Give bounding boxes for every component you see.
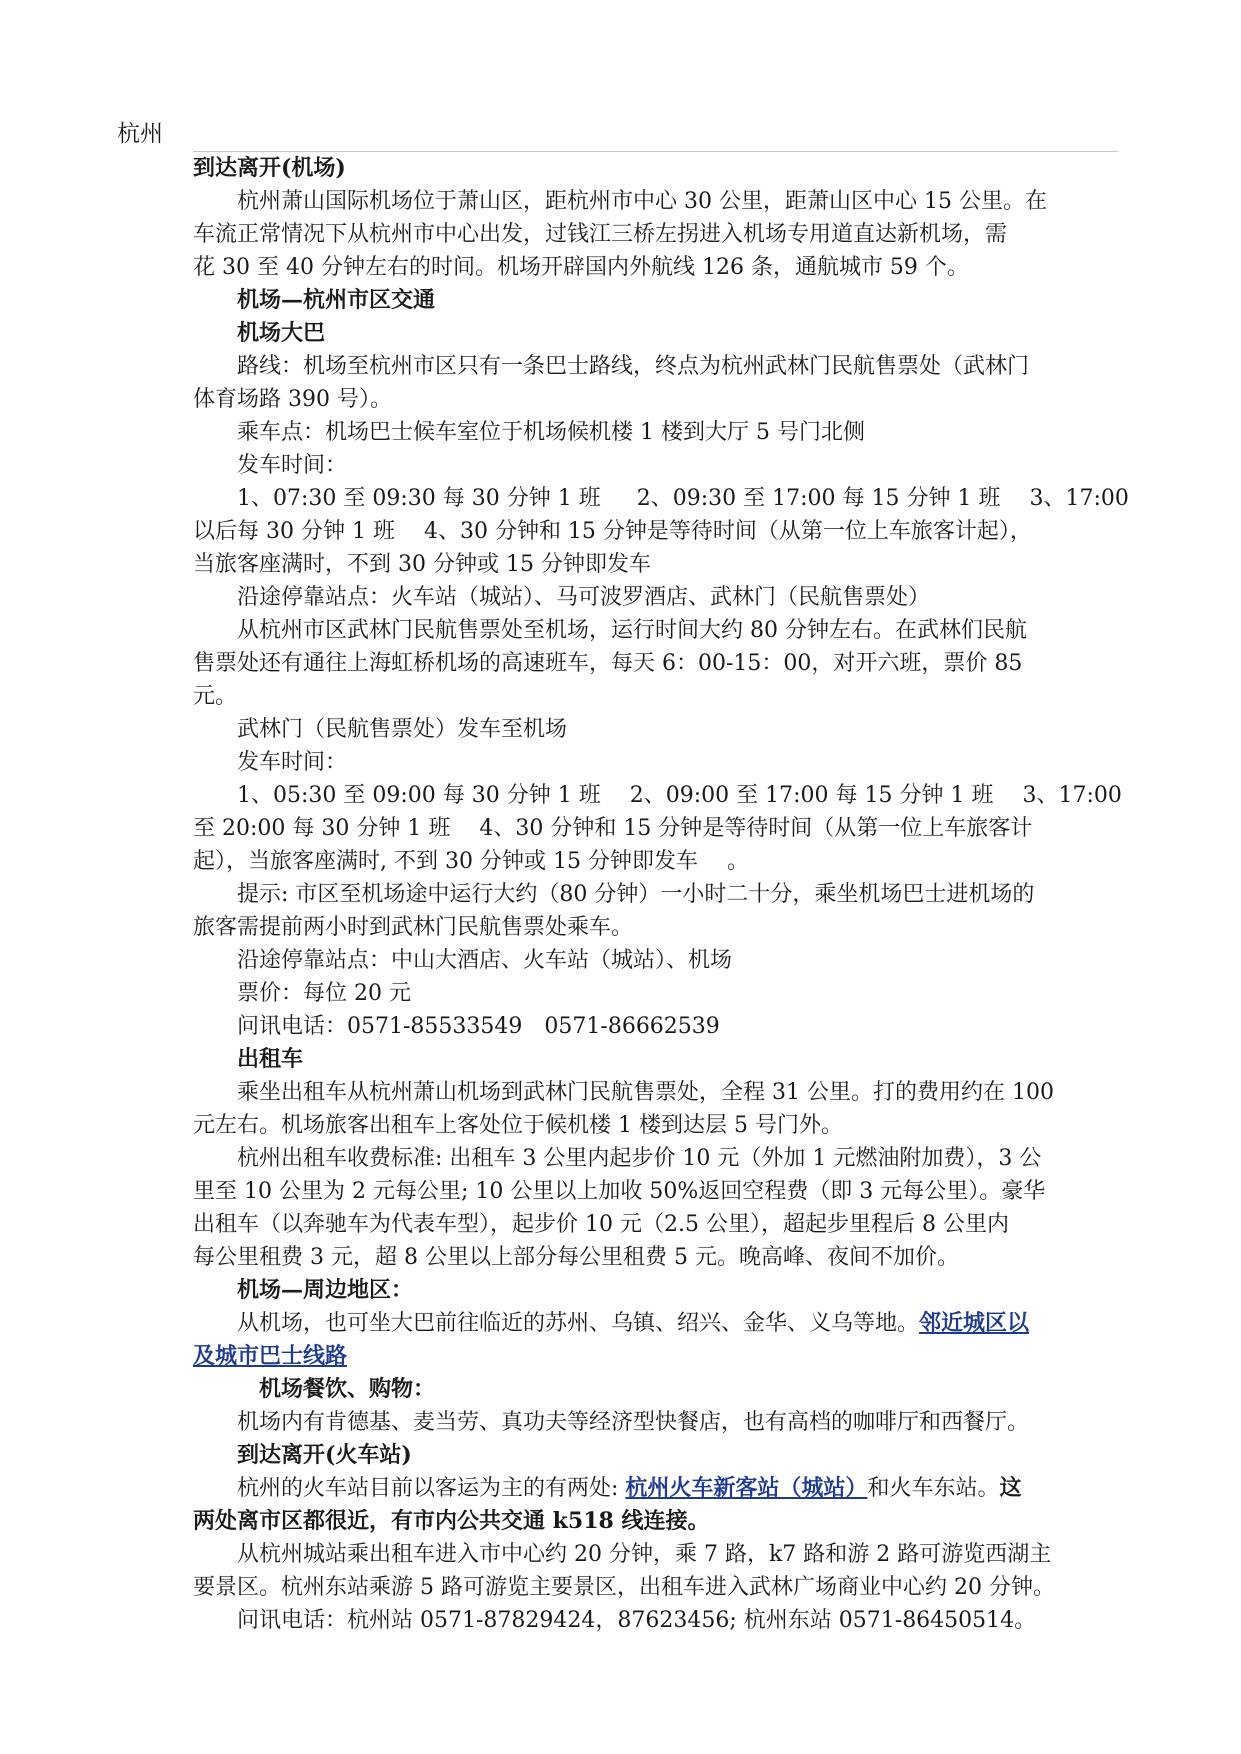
line-text: 至 20:00 每 30 分钟 1 班 4、30 分钟和 15 分钟是等待时间（从第一位上车旅客计 xyxy=(193,816,1033,841)
text-line xyxy=(193,548,1118,581)
heading-text: 到达离开(机场) xyxy=(193,155,346,181)
section-heading xyxy=(193,284,1118,317)
text-line xyxy=(193,1109,1118,1142)
inline-link[interactable]: 杭州火车新客站（城站） xyxy=(625,1475,868,1501)
line-text: 从杭州市区武林门民航售票处至机场，运行时间大约 80 分钟左右。在武林们民航 xyxy=(193,618,1027,643)
text-line xyxy=(193,218,1118,251)
line-text: 杭州出租车收费标准: 出租车 3 公里内起步价 10 元（外加 1 元燃油附加费），3 公 xyxy=(193,1146,1042,1171)
section-heading xyxy=(193,317,1118,350)
line-text: 机场内有肯德基、麦当劳、真功夫等经济型快餐店，也有高档的咖啡厅和西餐厅。 xyxy=(193,1410,1030,1435)
heading-text: 出租车 xyxy=(193,1046,304,1072)
line-text: 发车时间： xyxy=(193,453,348,478)
text-line xyxy=(193,383,1118,416)
text-line xyxy=(193,1142,1118,1175)
text-line xyxy=(193,581,1118,614)
line-text: 路线：机场至杭州市区只有一条巴士路线，终点为杭州武林门民航售票处（武林门 xyxy=(193,354,1030,379)
text-line xyxy=(193,614,1118,647)
line-text: 票价：每位 20 元 xyxy=(193,981,411,1006)
text-line xyxy=(193,812,1118,845)
line-text: 体育场路 390 号）。 xyxy=(193,387,392,412)
text-line xyxy=(193,1241,1118,1274)
text-line xyxy=(193,680,1118,713)
line-text: 从杭州城站乘出租车进入市中心约 20 分钟，乘 7 路，k7 路和游 2 路可游览西湖主 xyxy=(193,1542,1052,1567)
line-text: 问讯电话：杭州站 0571-87829424，87623456; 杭州东站 0571-86450514。 xyxy=(193,1608,1037,1633)
line-text: 旅客需提前两小时到武林门民航售票处乘车。 xyxy=(193,915,634,940)
line-text: 以后每 30 分钟 1 班 4、30 分钟和 15 分钟是等待时间（从第一位上车旅客计起）， xyxy=(193,519,1032,544)
page-header-city: 杭州 xyxy=(117,121,163,147)
text-line xyxy=(193,779,1122,812)
document-body xyxy=(193,152,1129,1637)
heading-text: 机场—杭州市区交通 xyxy=(193,287,436,313)
line-text: 和火车东站。 xyxy=(867,1476,1000,1501)
text-line xyxy=(193,350,1118,383)
text-line xyxy=(193,1340,1118,1373)
section-heading xyxy=(193,1043,1118,1076)
line-text: 发车时间： xyxy=(193,750,348,775)
line-text: 沿途停靠站点：中山大酒店、火车站（城站）、机场 xyxy=(193,948,733,973)
text-line xyxy=(193,1010,1118,1043)
line-text: 杭州萧山国际机场位于萧山区，距杭州市中心 30 公里，距萧山区中心 15 公里。在 xyxy=(193,189,1047,214)
text-line xyxy=(193,911,1118,944)
text-line xyxy=(193,746,1118,779)
text-line xyxy=(193,647,1118,680)
text-line xyxy=(193,449,1118,482)
text-line xyxy=(193,416,1118,449)
section-heading xyxy=(193,1274,1118,1307)
line-text: 提示: 市区至机场途中运行大约（80 分钟）一小时二十分，乘坐机场巴士进机场的 xyxy=(193,882,1035,907)
line-text: 花 30 至 40 分钟左右的时间。机场开辟国内外航线 126 条，通航城市 59 个。 xyxy=(193,255,969,280)
line-text: 元左右。机场旅客出租车上客处位于候机楼 1 楼到达层 5 号门外。 xyxy=(193,1113,843,1138)
inline-link[interactable]: 邻近城区以 xyxy=(919,1310,1030,1336)
line-text: 出租车（以奔驰车为代表车型），起步价 10 元（2.5 公里），超起步里程后 8 公里内 xyxy=(193,1212,1009,1237)
text-line xyxy=(193,1076,1118,1109)
text-line xyxy=(193,1208,1118,1241)
heading-text: 机场大巴 xyxy=(193,320,326,346)
line-text: 元。 xyxy=(193,684,238,709)
line-text: 每公里租费 3 元，超 8 公里以上部分每公里租费 5 元。晚高峰、夜间不加价。 xyxy=(193,1245,959,1270)
text-line xyxy=(193,713,1118,746)
line-text: 这 xyxy=(999,1475,1022,1501)
line-text: 车流正常情况下从杭州市中心出发，过钱江三桥左拐进入机场专用道直达新机场，需 xyxy=(193,222,1008,247)
line-text: 问讯电话：0571-85533549 0571-86662539 xyxy=(193,1014,720,1039)
line-text: 武林门（民航售票处）发车至机场 xyxy=(193,717,568,742)
text-line xyxy=(193,185,1118,218)
heading-text: 到达离开(火车站) xyxy=(193,1442,412,1468)
section-heading xyxy=(193,1373,1118,1406)
text-line xyxy=(193,1406,1118,1439)
text-line xyxy=(193,1175,1118,1208)
section-heading xyxy=(193,152,1118,185)
line-text: 起），当旅客座满时, 不到 30 分钟或 15 分钟即发车 。 xyxy=(193,849,749,874)
text-line xyxy=(193,251,1118,284)
inline-link[interactable]: 及城市巴士线路 xyxy=(193,1343,348,1369)
text-line xyxy=(193,515,1118,548)
section-heading xyxy=(193,1439,1118,1472)
text-line xyxy=(193,1472,1118,1505)
line-text: 乘坐出租车从杭州萧山机场到武林门民航售票处，全程 31 公里。打的费用约在 100 xyxy=(193,1080,1054,1105)
text-line xyxy=(193,944,1118,977)
line-text: 售票处还有通往上海虹桥机场的高速班车，每天 6：00-15：00，对开六班，票价 85 xyxy=(193,651,1023,676)
text-line xyxy=(193,1505,1118,1538)
line-text: 1、07:30 至 09:30 每 30 分钟 1 班 2、09:30 至 17:00 每 15 分钟 1 班 3、17:00 xyxy=(193,486,1129,511)
line-text: 两处离市区都很近，有市内公共交通 k518 线连接。 xyxy=(193,1508,710,1534)
line-text: 要景区。杭州东站乘游 5 路可游览主要景区，出租车进入武林广场商业中心约 20 分钟。 xyxy=(193,1575,1055,1600)
line-text: 乘车点：机场巴士候车室位于机场候机楼 1 楼到大厅 5 号门北侧 xyxy=(193,420,865,445)
heading-text: 机场餐饮、购物： xyxy=(193,1376,436,1402)
text-line xyxy=(193,482,1129,515)
text-line xyxy=(193,878,1118,911)
line-text: 杭州的火车站目前以客运为主的有两处: xyxy=(193,1476,626,1501)
text-line xyxy=(193,1307,1118,1340)
text-line xyxy=(193,1604,1118,1637)
line-text: 从机场，也可坐大巴前往临近的苏州、乌镇、绍兴、金华、义乌等地。 xyxy=(193,1311,920,1336)
text-line xyxy=(193,1571,1118,1604)
text-line xyxy=(193,845,1118,878)
heading-text: 机场—周边地区： xyxy=(193,1277,414,1303)
line-text: 沿途停靠站点：火车站（城站）、马可波罗酒店、武林门（民航售票处） xyxy=(193,585,931,610)
text-line xyxy=(193,977,1118,1010)
line-text: 1、05:30 至 09:00 每 30 分钟 1 班 2、09:00 至 17:00 每 15 分钟 1 班 3、17:00 xyxy=(193,783,1122,808)
line-text: 里至 10 公里为 2 元每公里; 10 公里以上加收 50%返回空程费（即 3 元每公里）。豪华 xyxy=(193,1179,1046,1204)
text-line xyxy=(193,1538,1118,1571)
line-text: 当旅客座满时，不到 30 分钟或 15 分钟即发车 xyxy=(193,552,651,577)
